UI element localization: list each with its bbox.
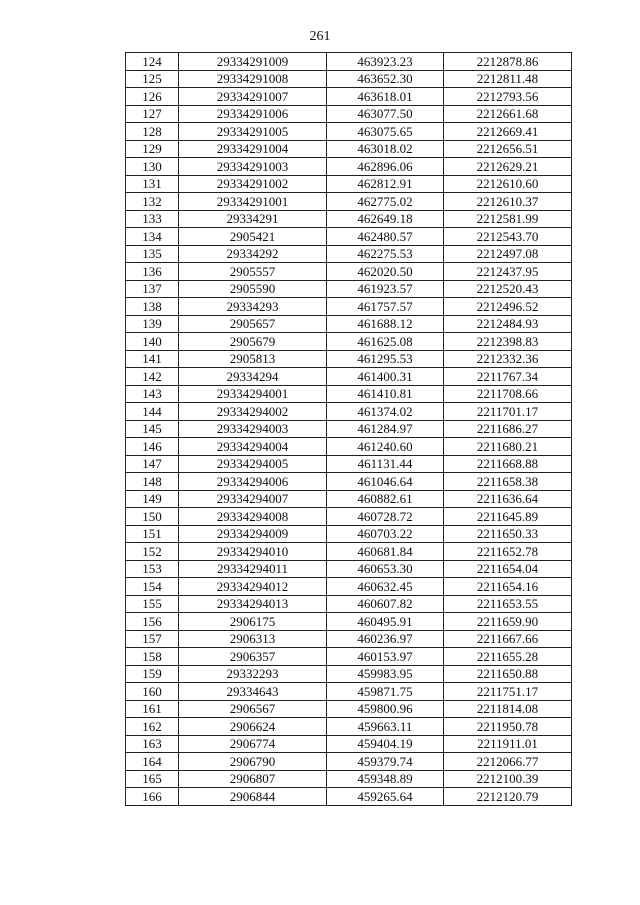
y-coordinate-cell: 2212610.60 <box>444 175 572 193</box>
row-number-cell: 132 <box>126 193 179 211</box>
x-coordinate-cell: 460632.45 <box>327 578 444 596</box>
point-id-cell: 29334291006 <box>179 105 327 123</box>
row-number-cell: 149 <box>126 490 179 508</box>
y-coordinate-cell: 2211636.64 <box>444 490 572 508</box>
point-id-cell: 29334294 <box>179 368 327 386</box>
x-coordinate-cell: 463075.65 <box>327 123 444 141</box>
x-coordinate-cell: 462896.06 <box>327 158 444 176</box>
row-number-cell: 133 <box>126 210 179 228</box>
coordinates-table-body <box>126 53 572 806</box>
row-number-cell: 129 <box>126 140 179 158</box>
point-id-cell: 29334291008 <box>179 70 327 88</box>
y-coordinate-cell: 2212496.52 <box>444 298 572 316</box>
x-coordinate-cell: 462020.50 <box>327 263 444 281</box>
point-id-cell: 29334294012 <box>179 578 327 596</box>
table-row <box>126 158 572 176</box>
x-coordinate-cell: 460607.82 <box>327 595 444 613</box>
x-coordinate-cell: 461131.44 <box>327 455 444 473</box>
y-coordinate-cell: 2211658.38 <box>444 473 572 491</box>
point-id-cell: 29334294002 <box>179 403 327 421</box>
y-coordinate-cell: 2211708.66 <box>444 385 572 403</box>
y-coordinate-cell: 2212484.93 <box>444 315 572 333</box>
row-number-cell: 127 <box>126 105 179 123</box>
point-id-cell: 2905813 <box>179 350 327 368</box>
table-row <box>126 438 572 456</box>
point-id-cell: 29334291001 <box>179 193 327 211</box>
row-number-cell: 161 <box>126 700 179 718</box>
row-number-cell: 131 <box>126 175 179 193</box>
row-number-cell: 136 <box>126 263 179 281</box>
x-coordinate-cell: 463652.30 <box>327 70 444 88</box>
table-row <box>126 735 572 753</box>
point-id-cell: 2906175 <box>179 613 327 631</box>
point-id-cell: 29334294013 <box>179 595 327 613</box>
table-row <box>126 788 572 806</box>
y-coordinate-cell: 2211654.04 <box>444 560 572 578</box>
x-coordinate-cell: 462812.91 <box>327 175 444 193</box>
table-row <box>126 508 572 526</box>
table-row <box>126 770 572 788</box>
x-coordinate-cell: 461046.64 <box>327 473 444 491</box>
table-row <box>126 665 572 683</box>
point-id-cell: 2906567 <box>179 700 327 718</box>
y-coordinate-cell: 2212497.08 <box>444 245 572 263</box>
table-row <box>126 385 572 403</box>
x-coordinate-cell: 462775.02 <box>327 193 444 211</box>
row-number-cell: 156 <box>126 613 179 631</box>
point-id-cell: 2905679 <box>179 333 327 351</box>
x-coordinate-cell: 463077.50 <box>327 105 444 123</box>
row-number-cell: 146 <box>126 438 179 456</box>
table-row <box>126 455 572 473</box>
x-coordinate-cell: 460728.72 <box>327 508 444 526</box>
row-number-cell: 142 <box>126 368 179 386</box>
row-number-cell: 160 <box>126 683 179 701</box>
table-row <box>126 245 572 263</box>
point-id-cell: 29334294006 <box>179 473 327 491</box>
x-coordinate-cell: 459983.95 <box>327 665 444 683</box>
row-number-cell: 166 <box>126 788 179 806</box>
row-number-cell: 143 <box>126 385 179 403</box>
x-coordinate-cell: 461757.57 <box>327 298 444 316</box>
x-coordinate-cell: 459265.64 <box>327 788 444 806</box>
x-coordinate-cell: 461625.08 <box>327 333 444 351</box>
y-coordinate-cell: 2211650.33 <box>444 525 572 543</box>
y-coordinate-cell: 2212543.70 <box>444 228 572 246</box>
row-number-cell: 165 <box>126 770 179 788</box>
x-coordinate-cell: 461410.81 <box>327 385 444 403</box>
table-row <box>126 648 572 666</box>
table-row <box>126 420 572 438</box>
point-id-cell: 2906624 <box>179 718 327 736</box>
x-coordinate-cell: 460495.91 <box>327 613 444 631</box>
y-coordinate-cell: 2212878.86 <box>444 53 572 71</box>
point-id-cell: 29334291004 <box>179 140 327 158</box>
row-number-cell: 158 <box>126 648 179 666</box>
y-coordinate-cell: 2211911.01 <box>444 735 572 753</box>
row-number-cell: 148 <box>126 473 179 491</box>
x-coordinate-cell: 459404.19 <box>327 735 444 753</box>
point-id-cell: 29334291009 <box>179 53 327 71</box>
coordinates-table <box>125 52 572 806</box>
y-coordinate-cell: 2212669.41 <box>444 123 572 141</box>
y-coordinate-cell: 2211767.34 <box>444 368 572 386</box>
table-row <box>126 718 572 736</box>
row-number-cell: 137 <box>126 280 179 298</box>
x-coordinate-cell: 459379.74 <box>327 753 444 771</box>
table-row <box>126 595 572 613</box>
point-id-cell: 29334291005 <box>179 123 327 141</box>
row-number-cell: 159 <box>126 665 179 683</box>
table-row <box>126 88 572 106</box>
table-row <box>126 683 572 701</box>
x-coordinate-cell: 461400.31 <box>327 368 444 386</box>
point-id-cell: 29334293 <box>179 298 327 316</box>
point-id-cell: 29334643 <box>179 683 327 701</box>
table-row <box>126 578 572 596</box>
y-coordinate-cell: 2211659.90 <box>444 613 572 631</box>
row-number-cell: 139 <box>126 315 179 333</box>
y-coordinate-cell: 2211668.88 <box>444 455 572 473</box>
table-row <box>126 368 572 386</box>
x-coordinate-cell: 461688.12 <box>327 315 444 333</box>
y-coordinate-cell: 2211751.17 <box>444 683 572 701</box>
row-number-cell: 125 <box>126 70 179 88</box>
point-id-cell: 29334294009 <box>179 525 327 543</box>
table-row <box>126 315 572 333</box>
y-coordinate-cell: 2212066.77 <box>444 753 572 771</box>
y-coordinate-cell: 2211655.28 <box>444 648 572 666</box>
point-id-cell: 29334291002 <box>179 175 327 193</box>
y-coordinate-cell: 2211686.27 <box>444 420 572 438</box>
table-row <box>126 350 572 368</box>
row-number-cell: 124 <box>126 53 179 71</box>
table-row <box>126 613 572 631</box>
table-row <box>126 525 572 543</box>
y-coordinate-cell: 2212793.56 <box>444 88 572 106</box>
table-row <box>126 753 572 771</box>
table-row <box>126 53 572 71</box>
x-coordinate-cell: 460153.97 <box>327 648 444 666</box>
x-coordinate-cell: 460236.97 <box>327 630 444 648</box>
table-row <box>126 210 572 228</box>
row-number-cell: 138 <box>126 298 179 316</box>
y-coordinate-cell: 2211654.16 <box>444 578 572 596</box>
x-coordinate-cell: 459663.11 <box>327 718 444 736</box>
point-id-cell: 2905657 <box>179 315 327 333</box>
row-number-cell: 164 <box>126 753 179 771</box>
row-number-cell: 144 <box>126 403 179 421</box>
point-id-cell: 2905421 <box>179 228 327 246</box>
point-id-cell: 2905590 <box>179 280 327 298</box>
x-coordinate-cell: 460681.84 <box>327 543 444 561</box>
x-coordinate-cell: 459871.75 <box>327 683 444 701</box>
y-coordinate-cell: 2212629.21 <box>444 158 572 176</box>
table-row <box>126 630 572 648</box>
row-number-cell: 151 <box>126 525 179 543</box>
y-coordinate-cell: 2211645.89 <box>444 508 572 526</box>
point-id-cell: 2906844 <box>179 788 327 806</box>
row-number-cell: 157 <box>126 630 179 648</box>
y-coordinate-cell: 2212120.79 <box>444 788 572 806</box>
x-coordinate-cell: 462480.57 <box>327 228 444 246</box>
point-id-cell: 29334291 <box>179 210 327 228</box>
x-coordinate-cell: 460703.22 <box>327 525 444 543</box>
y-coordinate-cell: 2212100.39 <box>444 770 572 788</box>
table-row <box>126 333 572 351</box>
point-id-cell: 29334291007 <box>179 88 327 106</box>
point-id-cell: 2906790 <box>179 753 327 771</box>
y-coordinate-cell: 2212437.95 <box>444 263 572 281</box>
y-coordinate-cell: 2212398.83 <box>444 333 572 351</box>
y-coordinate-cell: 2211650.88 <box>444 665 572 683</box>
point-id-cell: 2906313 <box>179 630 327 648</box>
row-number-cell: 153 <box>126 560 179 578</box>
row-number-cell: 147 <box>126 455 179 473</box>
page-number: 261 <box>309 29 331 44</box>
y-coordinate-cell: 2212811.48 <box>444 70 572 88</box>
x-coordinate-cell: 459348.89 <box>327 770 444 788</box>
x-coordinate-cell: 463618.01 <box>327 88 444 106</box>
x-coordinate-cell: 459800.96 <box>327 700 444 718</box>
point-id-cell: 29334294011 <box>179 560 327 578</box>
y-coordinate-cell: 2211667.66 <box>444 630 572 648</box>
y-coordinate-cell: 2211680.21 <box>444 438 572 456</box>
y-coordinate-cell: 2211701.17 <box>444 403 572 421</box>
table-row <box>126 298 572 316</box>
y-coordinate-cell: 2211652.78 <box>444 543 572 561</box>
y-coordinate-cell: 2211653.55 <box>444 595 572 613</box>
y-coordinate-cell: 2212581.99 <box>444 210 572 228</box>
row-number-cell: 140 <box>126 333 179 351</box>
y-coordinate-cell: 2212520.43 <box>444 280 572 298</box>
y-coordinate-cell: 2212656.51 <box>444 140 572 158</box>
y-coordinate-cell: 2212332.36 <box>444 350 572 368</box>
x-coordinate-cell: 461240.60 <box>327 438 444 456</box>
point-id-cell: 2906357 <box>179 648 327 666</box>
table-row <box>126 228 572 246</box>
point-id-cell: 29334294008 <box>179 508 327 526</box>
point-id-cell: 29334292 <box>179 245 327 263</box>
table-row <box>126 263 572 281</box>
x-coordinate-cell: 463923.23 <box>327 53 444 71</box>
table-row <box>126 175 572 193</box>
row-number-cell: 155 <box>126 595 179 613</box>
point-id-cell: 29334294007 <box>179 490 327 508</box>
point-id-cell: 29334294004 <box>179 438 327 456</box>
y-coordinate-cell: 2211950.78 <box>444 718 572 736</box>
x-coordinate-cell: 461284.97 <box>327 420 444 438</box>
point-id-cell: 2906807 <box>179 770 327 788</box>
y-coordinate-cell: 2211814.08 <box>444 700 572 718</box>
y-coordinate-cell: 2212661.68 <box>444 105 572 123</box>
row-number-cell: 145 <box>126 420 179 438</box>
y-coordinate-cell: 2212610.37 <box>444 193 572 211</box>
row-number-cell: 128 <box>126 123 179 141</box>
row-number-cell: 154 <box>126 578 179 596</box>
table-row <box>126 700 572 718</box>
x-coordinate-cell: 461295.53 <box>327 350 444 368</box>
table-row <box>126 70 572 88</box>
point-id-cell: 29332293 <box>179 665 327 683</box>
x-coordinate-cell: 462275.53 <box>327 245 444 263</box>
point-id-cell: 29334294005 <box>179 455 327 473</box>
row-number-cell: 135 <box>126 245 179 263</box>
point-id-cell: 2906774 <box>179 735 327 753</box>
table-row <box>126 403 572 421</box>
x-coordinate-cell: 462649.18 <box>327 210 444 228</box>
table-row <box>126 560 572 578</box>
point-id-cell: 29334294003 <box>179 420 327 438</box>
x-coordinate-cell: 463018.02 <box>327 140 444 158</box>
row-number-cell: 162 <box>126 718 179 736</box>
table-row <box>126 123 572 141</box>
point-id-cell: 2905557 <box>179 263 327 281</box>
table-row <box>126 490 572 508</box>
row-number-cell: 141 <box>126 350 179 368</box>
row-number-cell: 163 <box>126 735 179 753</box>
row-number-cell: 150 <box>126 508 179 526</box>
table-row <box>126 473 572 491</box>
table-row <box>126 140 572 158</box>
x-coordinate-cell: 461923.57 <box>327 280 444 298</box>
table-row <box>126 105 572 123</box>
table-row <box>126 543 572 561</box>
point-id-cell: 29334294010 <box>179 543 327 561</box>
table-row <box>126 280 572 298</box>
row-number-cell: 134 <box>126 228 179 246</box>
x-coordinate-cell: 461374.02 <box>327 403 444 421</box>
row-number-cell: 152 <box>126 543 179 561</box>
x-coordinate-cell: 460653.30 <box>327 560 444 578</box>
point-id-cell: 29334291003 <box>179 158 327 176</box>
table-row <box>126 193 572 211</box>
row-number-cell: 130 <box>126 158 179 176</box>
row-number-cell: 126 <box>126 88 179 106</box>
point-id-cell: 29334294001 <box>179 385 327 403</box>
x-coordinate-cell: 460882.61 <box>327 490 444 508</box>
